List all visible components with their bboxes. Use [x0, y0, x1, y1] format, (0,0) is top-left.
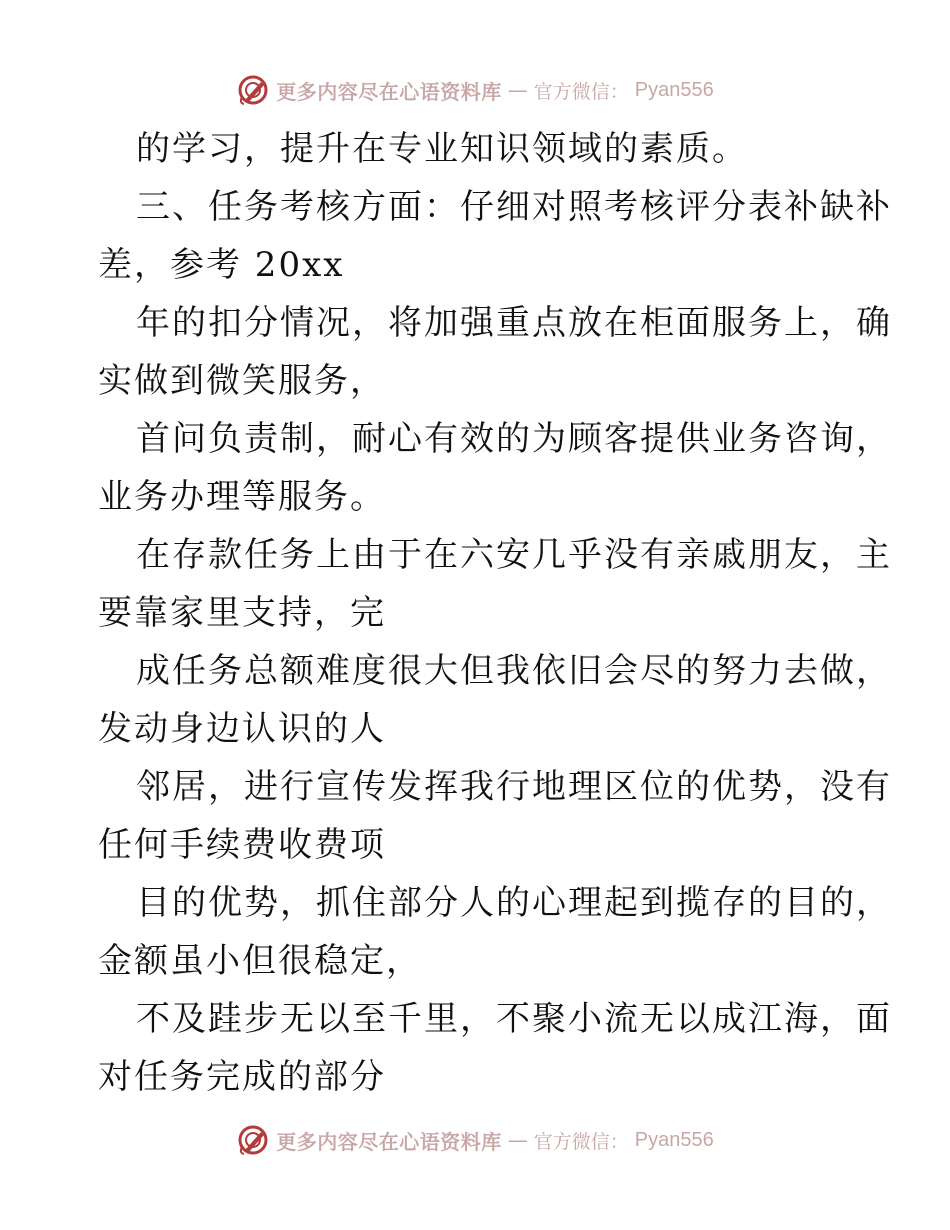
pen-logo-icon: [236, 73, 270, 107]
banner-title: 更多内容尽在心语资料库: [276, 79, 502, 104]
footer-banner: [0, 1120, 950, 1160]
text-line: 目的优势，抓住部分人的心理起到揽存的目的，: [136, 883, 892, 923]
text-line: 业务办理等服务。: [98, 477, 386, 517]
text-line: 成任务总额难度很大但我依旧会尽的努力去做，: [136, 651, 892, 691]
text-line: 任何手续费收费项: [98, 825, 386, 865]
text-line: 发动身边认识的人: [98, 709, 386, 749]
banner-title: 更多内容尽在心语资料库: [276, 1129, 502, 1154]
banner-wechat-label: 官方微信：: [533, 1130, 629, 1153]
text-line: 金额虽小但很稳定，: [98, 941, 422, 981]
document-body: [98, 120, 892, 1106]
text-line: 实做到微笑服务，: [98, 361, 386, 401]
text-line: 三、任务考核方面：仔细对照考核评分表补缺补: [136, 187, 892, 227]
banner-separator: —: [507, 78, 528, 102]
banner-wechat-handle: Pyan556: [634, 1128, 714, 1151]
text-line: 的学习，提升在专业知识领域的素质。: [136, 129, 748, 169]
banner-separator: —: [507, 1128, 528, 1152]
text-line: 首问负责制，耐心有效的为顾客提供业务咨询，: [136, 419, 892, 459]
text-line: 年的扣分情况，将加强重点放在柜面服务上，确: [136, 303, 892, 343]
banner-wechat-handle: Pyan556: [634, 78, 714, 101]
header-banner: [0, 70, 950, 110]
text-line: 邻居，进行宣传发挥我行地理区位的优势，没有: [136, 767, 892, 807]
text-line: 差，参考 20xx: [98, 245, 345, 285]
text-line: 要靠家里支持，完: [98, 593, 386, 633]
text-line: 不及跬步无以至千里，不聚小流无以成江海，面: [136, 999, 892, 1039]
pen-logo-icon: [236, 1123, 270, 1157]
text-line: 对任务完成的部分: [98, 1057, 386, 1097]
banner-wechat-label: 官方微信：: [533, 80, 629, 103]
text-line: 在存款任务上由于在六安几乎没有亲戚朋友，主: [136, 535, 892, 575]
